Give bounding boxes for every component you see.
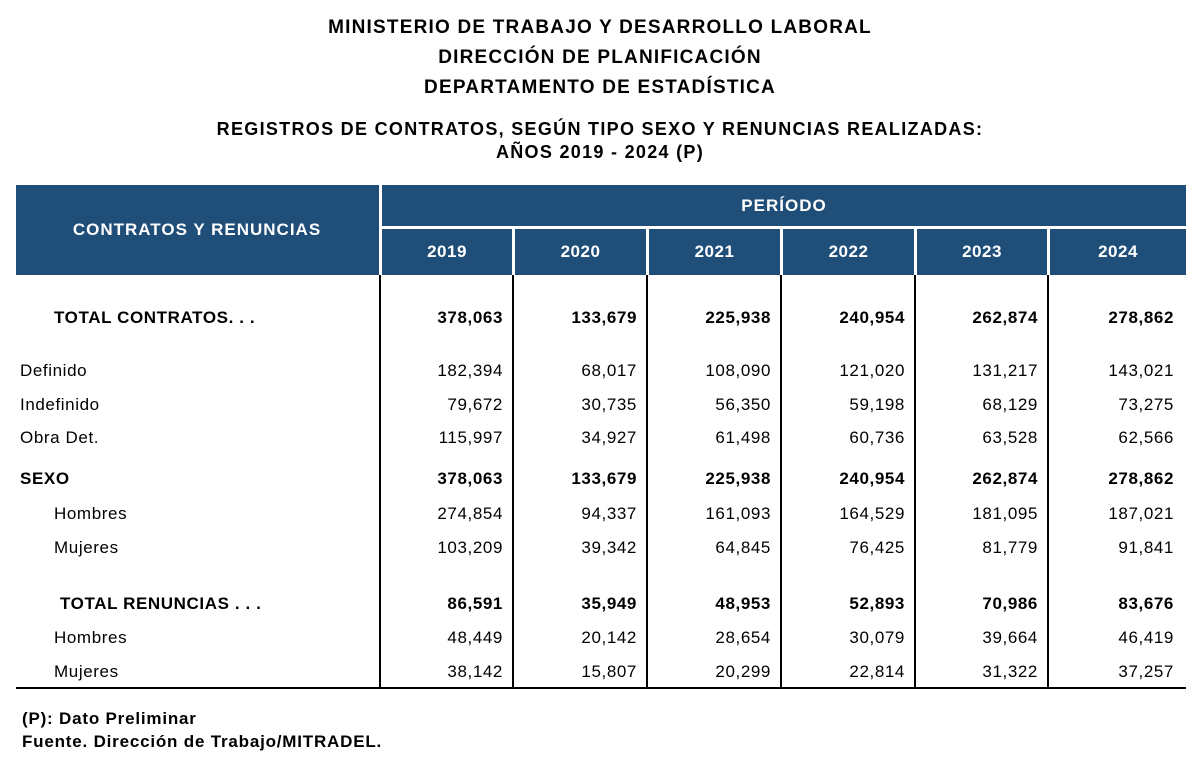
cell-value: 86,591: [447, 594, 503, 613]
cell-value: 182,394: [437, 361, 503, 380]
table-row: [16, 535, 1186, 561]
year-header: 2024: [1098, 242, 1138, 261]
cell-value: 187,021: [1108, 504, 1174, 523]
cell-value: 240,954: [839, 469, 905, 488]
cell-value: 225,938: [705, 308, 771, 327]
cell-value: 39,342: [581, 538, 637, 557]
cell-value: 278,862: [1108, 308, 1174, 327]
source-footnote: Fuente. Dirección de Trabajo/MITRADEL.: [22, 732, 383, 751]
cell-value: 20,299: [715, 662, 771, 681]
cell-value: 30,079: [849, 628, 905, 647]
cell-value: 30,735: [581, 395, 637, 414]
row-label: Mujeres: [54, 538, 119, 557]
row-label: TOTAL CONTRATOS. . .: [54, 308, 256, 327]
cell-value: 48,953: [715, 594, 771, 613]
cell-value: 131,217: [972, 361, 1038, 380]
table-row-sexo: [16, 466, 1186, 492]
cell-value: 94,337: [581, 504, 637, 523]
cell-value: 56,350: [715, 395, 771, 414]
year-header: 2023: [962, 242, 1002, 261]
table-row: [16, 625, 1186, 651]
cell-value: 70,986: [982, 594, 1038, 613]
row-label: Hombres: [54, 504, 128, 523]
report-subtitle: AÑOS 2019 - 2024 (P): [495, 142, 705, 162]
row-label: Hombres: [54, 628, 128, 647]
cell-value: 79,672: [447, 395, 503, 414]
cell-value: 46,419: [1118, 628, 1174, 647]
cell-value: 15,807: [581, 662, 637, 681]
cell-value: 38,142: [447, 662, 503, 681]
cell-value: 35,949: [581, 594, 637, 613]
year-header: 2022: [828, 242, 869, 261]
cell-value: 133,679: [571, 308, 637, 327]
cell-value: 240,954: [839, 308, 905, 327]
table-row: [16, 501, 1186, 527]
cell-value: 48,449: [447, 628, 503, 647]
cell-value: 37,257: [1118, 662, 1174, 681]
year-header: 2020: [560, 242, 601, 261]
cell-value: 64,845: [715, 538, 771, 557]
cell-value: 20,142: [581, 628, 637, 647]
ministry-title: MINISTERIO DE TRABAJO Y DESARROLLO LABORAL: [328, 17, 872, 38]
cell-value: 31,322: [982, 662, 1038, 681]
report-title: REGISTROS DE CONTRATOS, SEGÚN TIPO SEXO Y RENUNCIAS REALIZADAS:: [216, 119, 984, 139]
year-header: 2019: [427, 242, 467, 261]
period-header: PERÍODO: [741, 196, 827, 215]
table-row-total-contratos: [16, 305, 1186, 331]
cell-value: 378,063: [437, 308, 503, 327]
cell-value: 59,198: [849, 395, 905, 414]
cell-value: 115,997: [438, 428, 503, 447]
cell-value: 108,090: [705, 361, 771, 380]
department-title: DEPARTAMENTO DE ESTADÍSTICA: [424, 77, 776, 98]
table-row: [16, 659, 1186, 685]
cell-value: 52,893: [849, 594, 905, 613]
cell-value: 62,566: [1118, 428, 1174, 447]
cell-value: 60,736: [849, 428, 905, 447]
cell-value: 181,095: [972, 504, 1038, 523]
cell-value: 61,498: [715, 428, 771, 447]
cell-value: 103,209: [437, 538, 503, 557]
statistics-table: [16, 185, 1186, 689]
cell-value: 262,874: [972, 308, 1038, 327]
cell-value: 63,528: [982, 428, 1038, 447]
cell-value: 378,063: [437, 469, 503, 488]
year-header: 2021: [694, 242, 735, 261]
row-header-label: CONTRATOS Y RENUNCIAS: [72, 220, 322, 239]
cell-value: 81,779: [982, 538, 1038, 557]
cell-value: 34,927: [581, 428, 637, 447]
cell-value: 39,664: [982, 628, 1038, 647]
row-label: SEXO: [20, 469, 70, 488]
cell-value: 121,020: [839, 361, 905, 380]
cell-value: 22,814: [849, 662, 905, 681]
direction-title: DIRECCIÓN DE PLANIFICACIÓN: [438, 47, 762, 68]
cell-value: 68,017: [581, 361, 637, 380]
cell-value: 262,874: [972, 469, 1038, 488]
table-bottom-rule: [16, 687, 1186, 689]
table-row: [16, 392, 1186, 418]
table-row-total-renuncias: [16, 591, 1186, 617]
cell-value: 143,021: [1108, 361, 1174, 380]
table-row: [16, 358, 1186, 384]
row-label: Mujeres: [54, 662, 119, 681]
preliminary-footnote: (P): Dato Preliminar: [22, 709, 197, 728]
cell-value: 28,654: [715, 628, 771, 647]
cell-value: 73,275: [1118, 395, 1174, 414]
cell-value: 278,862: [1108, 469, 1174, 488]
row-label: TOTAL RENUNCIAS . . .: [60, 594, 262, 613]
table-row: [16, 425, 1186, 451]
cell-value: 164,529: [839, 504, 905, 523]
cell-value: 274,854: [437, 504, 503, 523]
table-header: [16, 185, 1186, 275]
cell-value: 133,679: [571, 469, 637, 488]
cell-value: 68,129: [982, 395, 1038, 414]
row-label: Obra Det.: [20, 428, 100, 447]
row-label: Indefinido: [20, 395, 100, 414]
cell-value: 161,093: [705, 504, 771, 523]
cell-value: 91,841: [1118, 538, 1174, 557]
cell-value: 225,938: [705, 469, 771, 488]
cell-value: 76,425: [849, 538, 905, 557]
cell-value: 83,676: [1118, 594, 1174, 613]
row-label: Definido: [20, 361, 88, 380]
